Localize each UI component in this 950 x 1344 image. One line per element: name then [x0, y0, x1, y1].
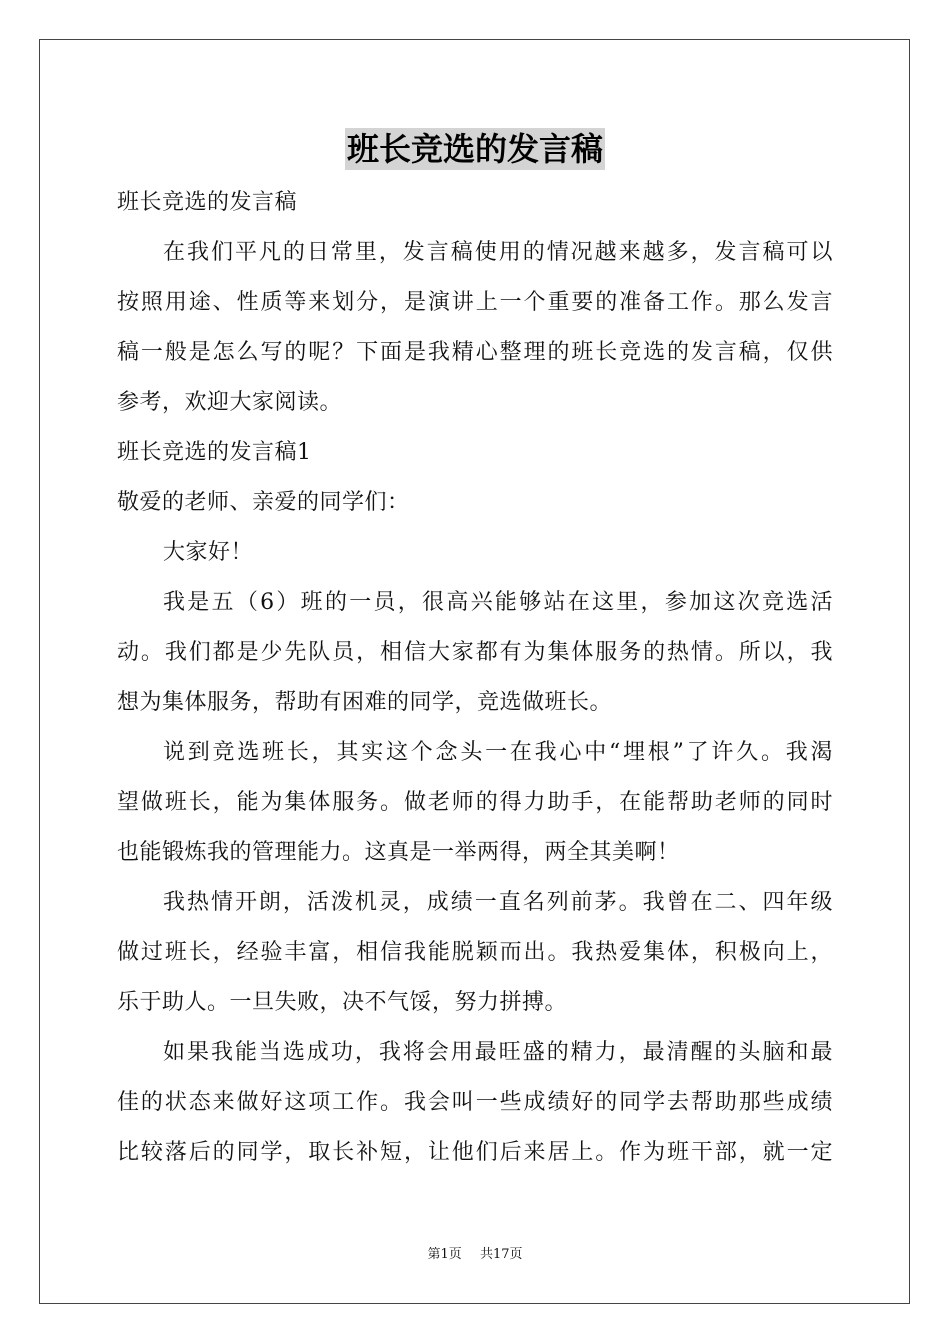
document-body: [117, 178, 833, 1178]
section-heading: 班长竞选的发言稿1: [117, 440, 312, 465]
paragraph-line: 在我们平凡的日常里，发言稿使用的情况越来越多，发言稿可以: [163, 240, 833, 265]
paragraph-line: 乐于助人。一旦失败，决不气馁，努力拼搏。: [117, 990, 568, 1015]
paragraph-line: 按照用途、性质等来划分，是演讲上一个重要的准备工作。那么发言: [117, 290, 833, 315]
document-title: 班长竞选的发言稿: [346, 130, 603, 168]
page-footer: [0, 1245, 950, 1265]
paragraph-line: 比较落后的同学，取长补短，让他们后来居上。作为班干部，就一定: [117, 1140, 833, 1165]
paragraph-line: 如果我能当选成功，我将会用最旺盛的精力，最清醒的头脑和最: [163, 1040, 833, 1065]
paragraph-line: 想为集体服务，帮助有困难的同学，竞选做班长。: [117, 690, 613, 715]
paragraph-line: 说到竞选班长，其实这个念头一在我心中“埋根”了许久。我渴: [163, 740, 833, 765]
title-wrap: [0, 128, 950, 170]
paragraph-line: 也能锻炼我的管理能力。这真是一举两得，两全其美啊！: [117, 840, 680, 865]
greeting-line: 大家好！: [163, 540, 254, 565]
paragraph-line: 望做班长，能为集体服务。做老师的得力助手，在能帮助老师的同时: [117, 790, 833, 815]
paragraph-line: 稿一般是怎么写的呢？下面是我精心整理的班长竞选的发言稿，仅供: [117, 340, 833, 365]
paragraph-line: 做过班长，经验丰富，相信我能脱颖而出。我热爱集体，积极向上，: [117, 940, 833, 965]
paragraph-line: 我是五（6）班的一员，很高兴能够站在这里，参加这次竞选活: [163, 590, 833, 615]
paragraph-line: 佳的状态来做好这项工作。我会叫一些成绩好的同学去帮助那些成绩: [117, 1090, 833, 1115]
page-number-total: 共17页: [479, 1247, 523, 1262]
paragraph-line: 参考，欢迎大家阅读。: [117, 390, 343, 415]
page-number-current: 第1页: [427, 1247, 462, 1262]
paragraph-line: 动。我们都是少先队员，相信大家都有为集体服务的热情。所以，我: [117, 640, 833, 665]
salutation-line: 敬爱的老师、亲爱的同学们：: [117, 490, 410, 515]
paragraph-line: 我热情开朗，活泼机灵，成绩一直名列前茅。我曾在二、四年级: [163, 890, 833, 915]
subtitle-line: 班长竞选的发言稿: [117, 190, 298, 215]
